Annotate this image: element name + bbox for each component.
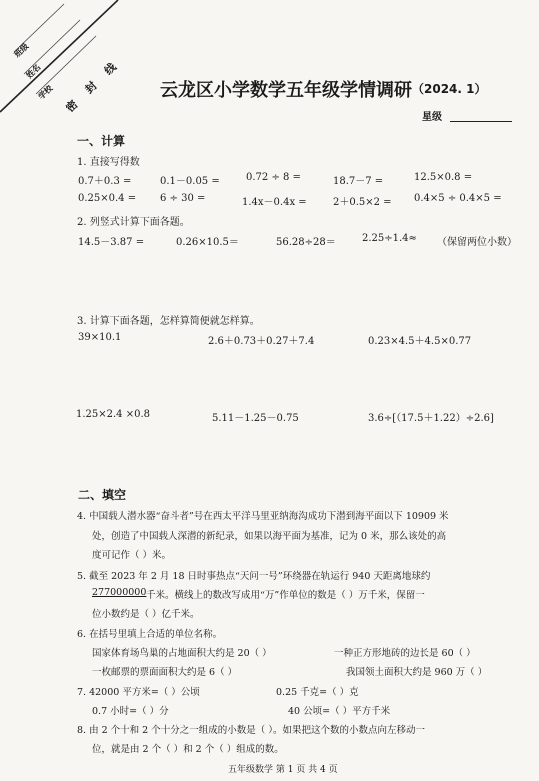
q7-item: 0.7 小时=（ ）分 [92, 706, 169, 717]
q1-item: 1.4x－0.4x = [242, 197, 307, 208]
q1-item: 2＋0.5×2 = [333, 197, 392, 208]
q4-line: 处，创造了中国载人深潜的新纪录，如果以海平面为基准，记为 0 米，那么该处的高 [92, 531, 447, 542]
q3-item: 3.6÷[（17.5＋1.22）÷2.6] [368, 413, 494, 424]
q5-line: 5. 截至 2023 年 2 月 18 日时事热点“天问一号”环绕器在轨运行 940 天距离地球约 [77, 571, 431, 582]
grade-blank-line[interactable] [450, 121, 512, 122]
q3-item: 39×10.1 [78, 332, 122, 343]
q3-label: 3. 计算下面各题，怎样算简便就怎样算。 [77, 316, 260, 327]
grade-label: 星级 [422, 112, 442, 123]
q7-item: 0.25 千克=（ ）克 [276, 687, 359, 698]
seal-label-name: 姓名 [24, 62, 43, 81]
q6-item: 一种正方形地砖的边长是 60（ ） [334, 648, 476, 659]
q6-item: 一枚邮票的票面面积大约是 6（ ） [92, 667, 238, 678]
q1-item: 0.25×0.4 = [78, 193, 137, 204]
q3-item: 0.23×4.5＋4.5×0.77 [368, 336, 472, 347]
q3-item: 2.6＋0.73＋0.27＋7.4 [208, 336, 315, 347]
q1-item: 0.72 ÷ 8 = [246, 172, 301, 183]
q2-item: 2.25÷1.4≈ [362, 233, 417, 244]
q6-item: 国家体育场鸟巢的占地面积大约是 20（ ） [92, 648, 272, 659]
q1-item: 0.1－0.05 = [160, 176, 220, 187]
q1-item: 18.7－7 = [333, 176, 384, 187]
q6-item: 我国领土面积大约是 960 万（ ） [346, 667, 488, 678]
page-footer: 五年级数学 第 1 页 共 4 页 [228, 765, 338, 775]
seal-line-text: 密 封 线 [63, 56, 124, 115]
q2-item: 0.26×10.5＝ [176, 237, 239, 248]
q3-item: 1.25×2.4 ×0.8 [76, 409, 151, 420]
q4-line: 度可记作（ ）米。 [92, 550, 172, 561]
q8-line: 位，就是由 2 个（ ）和 2 个（ ）组成的数。 [92, 744, 284, 755]
q1-item: 0.7＋0.3 = [78, 176, 132, 187]
q2-item: 14.5－3.87 = [78, 237, 145, 248]
q7-item: 40 公顷=（ ）平方千米 [288, 706, 391, 717]
q1-label: 1. 直接写得数 [77, 157, 140, 168]
q2-label: 2. 列竖式计算下面各题。 [77, 217, 190, 228]
section1-heading: 一、计算 [77, 134, 126, 148]
q1-item: 12.5×0.8 = [414, 172, 473, 183]
q8-line: 8. 由 2 个十和 2 个十分之一组成的小数是（ ）。如果把这个数的小数点向左移动一 [77, 725, 426, 736]
q5-line: 位小数约是（ ）亿千米。 [92, 609, 200, 620]
seal-label-school: 学校 [36, 83, 55, 102]
q7-item: 7. 42000 平方米=（ ）公顷 [77, 687, 200, 698]
q5-line: 千米。横线上的数改写成用“万”作单位的数是（ ）万千米，保留一 [146, 590, 425, 601]
page-title: 云龙区小学数学五年级学情调研 [160, 80, 412, 101]
seal-label-class: 班级 [12, 41, 31, 60]
q3-item: 5.11－1.25－0.75 [212, 413, 299, 424]
exam-date: （2024. 1） [412, 82, 487, 96]
q2-note: （保留两位小数） [437, 237, 517, 248]
q1-item: 0.4×5 ÷ 0.4×5 = [414, 193, 502, 204]
q5-number: 277000000 [92, 587, 147, 598]
q6-label: 6. 在括号里填上合适的单位名称。 [77, 629, 223, 640]
q1-item: 6 ÷ 30 = [160, 193, 206, 204]
q2-item: 56.28÷28＝ [276, 237, 336, 248]
q4-line: 4. 中国载人潜水器“奋斗者”号在西太平洋马里亚纳海沟成功下潜到海平面以下 10909 米 [77, 511, 449, 522]
section2-heading: 二、填空 [78, 488, 127, 502]
